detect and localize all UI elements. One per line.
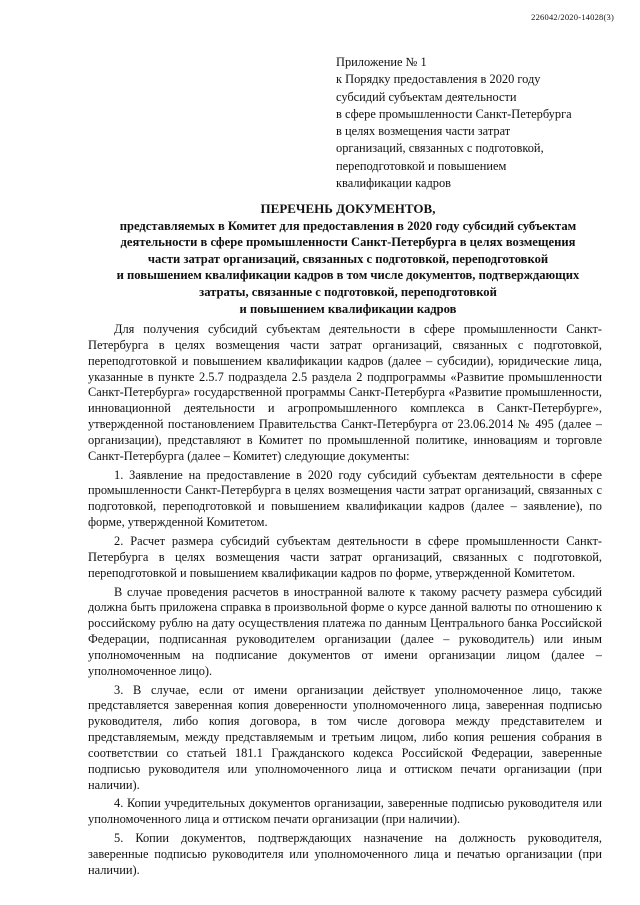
appendix-line: организаций, связанных с подготовкой, [336,141,544,156]
item-3-paragraph: 3. В случае, если от имени организации действует уполномоченное лицо, также представляется заверенная копия доверенности уполномоченного лица, заверенная подписью руководителя, либо копия договора, в том числе договора между представителем и представляемым, между представляемым и третьим лицом, либо копия решения собрания в соответствии со статьей 181.1 Гражданского кодекса Российской Федерации, заверенные подписью руководителя или уполномоченного лица и оттиском печати организации (при наличии). [88,682,602,792]
heading-line: затраты, связанные с подготовкой, переподготовкой [199,284,497,299]
item-5-paragraph: 5. Копии документов, подтверждающих назначение на должность руководителя, заверенные подписью руководителя или уполномоченного лица и печатью организации (при наличии). [88,831,602,877]
appendix-line: переподготовкой и повышением [336,158,507,173]
document-heading [78,201,618,317]
appendix-line: в сфере промышленности Санкт-Петербурга [336,106,572,121]
item-1-paragraph: 1. Заявление на предоставление в 2020 году субсидий субъектам деятельности в сфере промышленности Санкт-Петербурга в целях возмещения части затрат организаций, связанных с подготовкой, переподготовкой и повышением квалификации кадров (далее – заявление), по форме, утвержденной Комитетом. [88,467,602,530]
heading-line: и повышением квалификации кадров в том числе документов, подтверждающих [116,268,580,283]
heading-title: ПЕРЕЧЕНЬ ДОКУМЕНТОВ, [260,201,436,216]
appendix-line: в целях возмещения части затрат [336,124,511,139]
currency-note-paragraph: В случае проведения расчетов в иностранной валюте к такому расчету размера субсидий должна быть приложена справка в произвольной форме о курсе данной валюты по отношению к российскому рублю на дату осуществления платежа по данным Центрального банка Российской Федерации, подписанная руководителем организации (далее – руководитель) или иным уполномоченным на подписание документов от имени организации лицом (далее – уполномоченное лицо). [88,584,602,678]
appendix-line: Приложение № 1 [336,55,427,69]
appendix-line: субсидий субъектам деятельности [336,89,517,104]
heading-line: части затрат организаций, связанных с подготовкой, переподготовкой [147,251,549,266]
document-number: 226042/2020-14028(3) [531,12,614,22]
item-4-paragraph: 4. Копии учредительных документов организации, заверенные подписью руководителя или уполномоченного лица и оттиском печати организации (при наличии). [88,796,602,827]
intro-paragraph: Для получения субсидий субъектам деятельности в сфере промышленности Санкт-Петербурга в целях возмещения части затрат организаций, связанных с подготовкой, переподготовкой и повышением квалификации кадров (далее – субсидии), юридические лица, указанные в пункте 2.5.7 подраздела 2.5 раздела 2 подпрограммы «Развитие промышленности Санкт-Петербурга» государственной программы Санкт-Петербурга «Развитие промышленности, инновационной деятельности и агропромышленного комплекса в Санкт-Петербурге», утвержденной постановлением Правительства Санкт-Петербурга от 23.06.2014 № 495 (далее – организации), представляют в Комитет по промышленной политике, инновациям и торговле Санкт-Петербурга (далее – Комитет) следующие документы: [88,322,602,463]
heading-line: и повышением квалификации кадров [239,301,457,316]
appendix-line: квалификации кадров [336,176,451,191]
heading-line: представляемых в Комитет для предоставления в 2020 году субсидий субъектам [119,218,577,233]
appendix-block [336,54,626,192]
heading-line: деятельности в сфере промышленности Санкт-Петербурга в целях возмещения [120,235,576,250]
document-body [88,322,602,882]
item-2-paragraph: 2. Расчет размера субсидий субъектам деятельности в сфере промышленности Санкт-Петербурга в целях возмещения части затрат организаций, связанных с подготовкой, переподготовкой и повышением квалификации кадров по форме, утвержденной Комитетом. [88,533,602,580]
appendix-line: к Порядку предоставления в 2020 году [336,72,541,87]
